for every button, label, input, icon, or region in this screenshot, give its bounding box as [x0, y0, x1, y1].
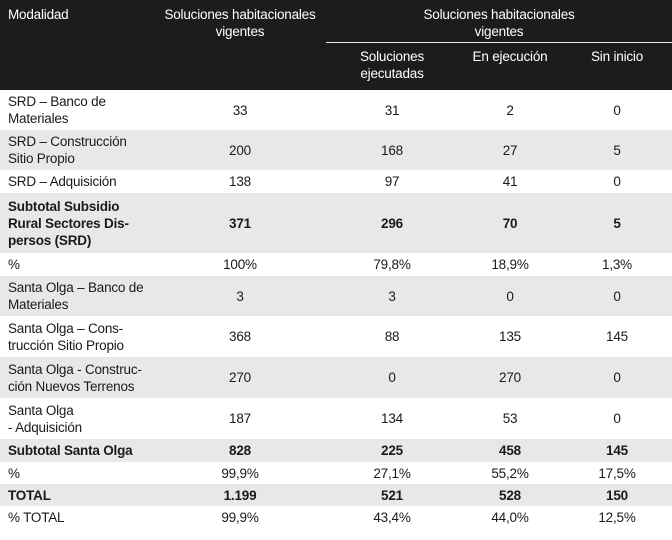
cell-en-ejecucion: 458: [458, 439, 562, 462]
cell-sin-inicio: 0: [613, 411, 621, 426]
table-row-total: [0, 484, 672, 506]
row-label: Subtotal Santa Olga: [0, 439, 154, 462]
table-row-subtotal: [0, 193, 672, 253]
row-label: SRD – Adquisición: [8, 174, 117, 189]
cell-sin-inicio: 145: [562, 439, 672, 462]
cell-sin-inicio: 17,5%: [598, 465, 636, 481]
row-label: TOTAL: [0, 484, 154, 506]
cell-sin-inicio: 145: [606, 329, 628, 344]
cell-en-ejecucion: 528: [458, 484, 562, 506]
row-label: % TOTAL: [8, 509, 65, 525]
cell-en-ejecucion: 18,9%: [491, 257, 529, 272]
cell-vigentes: 1.199: [154, 484, 326, 506]
cell-en-ejecucion: 55,2%: [491, 465, 529, 481]
cell-vigentes: 99,9%: [221, 465, 259, 481]
row-label: SRD – Banco de Materiales: [8, 94, 106, 126]
cell-ejecutadas: 168: [326, 130, 458, 170]
table-row-percent: [0, 253, 672, 276]
cell-sin-inicio: 0: [613, 174, 621, 189]
cell-en-ejecucion: 270: [458, 357, 562, 398]
table-row: [0, 316, 672, 357]
cell-sin-inicio: 150: [562, 484, 672, 506]
header-ejecutadas: Soluciones ejecutadas: [326, 43, 458, 90]
cell-ejecutadas: 296: [326, 193, 458, 253]
row-label: %: [8, 465, 20, 481]
row-label: SRD – Construcción Sitio Propio: [0, 130, 154, 170]
cell-ejecutadas: 97: [384, 174, 400, 189]
cell-vigentes: 3: [154, 276, 326, 316]
cell-sin-inicio: 0: [562, 276, 672, 316]
table-row: [0, 357, 672, 398]
header-en-ejecucion: En ejecución: [458, 43, 562, 90]
cell-en-ejecucion: 135: [499, 329, 521, 344]
header-vigentes: Soluciones habitacionales vigentes: [154, 0, 326, 90]
cell-ejecutadas: 0: [326, 357, 458, 398]
cell-ejecutadas: 31: [384, 102, 400, 118]
cell-ejecutadas: 134: [381, 411, 403, 426]
header-group-vigentes: Soluciones habitacionales vigentes: [326, 0, 672, 43]
table-row-subtotal: [0, 439, 672, 462]
cell-vigentes: 828: [154, 439, 326, 462]
cell-ejecutadas: 43,4%: [373, 509, 411, 525]
cell-en-ejecucion: 53: [502, 411, 518, 426]
cell-sin-inicio: 12,5%: [598, 509, 636, 525]
cell-vigentes: 200: [154, 130, 326, 170]
cell-en-ejecucion: 70: [458, 193, 562, 253]
cell-vigentes: 371: [154, 193, 326, 253]
cell-vigentes: 100%: [223, 257, 257, 272]
cell-sin-inicio: 0: [613, 102, 621, 118]
cell-sin-inicio: 1,3%: [602, 257, 632, 272]
table-row-percent: [0, 462, 672, 484]
cell-ejecutadas: 3: [326, 276, 458, 316]
cell-ejecutadas: 79,8%: [373, 257, 411, 272]
cell-ejecutadas: 521: [326, 484, 458, 506]
cell-en-ejecucion: 41: [502, 174, 518, 189]
cell-en-ejecucion: 0: [458, 276, 562, 316]
cell-vigentes: 187: [229, 411, 251, 426]
cell-sin-inicio: 5: [562, 130, 672, 170]
cell-ejecutadas: 225: [326, 439, 458, 462]
table-row: [0, 276, 672, 316]
table-row: [0, 130, 672, 170]
cell-ejecutadas: 27,1%: [373, 465, 411, 481]
cell-sin-inicio: 0: [562, 357, 672, 398]
table-row: [0, 398, 672, 439]
header-modalidad: Modalidad: [0, 0, 154, 90]
row-label: %: [8, 257, 20, 272]
row-label: Santa Olga - Construc- ción Nuevos Terrenos: [0, 357, 154, 398]
row-label: Santa Olga – Cons- trucción Sitio Propio: [8, 320, 124, 353]
cell-vigentes: 270: [154, 357, 326, 398]
row-label: Santa Olga – Banco de Materiales: [0, 276, 154, 316]
cell-vigentes: 368: [229, 329, 251, 344]
cell-en-ejecucion: 2: [506, 102, 514, 118]
table-row: [0, 170, 672, 193]
table-header: [0, 0, 672, 90]
table-row: [0, 90, 672, 130]
cell-vigentes: 99,9%: [221, 509, 259, 525]
cell-ejecutadas: 88: [384, 329, 400, 344]
cell-en-ejecucion: 44,0%: [491, 509, 529, 525]
row-label: Subtotal Subsidio Rural Sectores Dis- persos (SRD): [0, 193, 154, 253]
table-row-percent-total: [0, 506, 672, 528]
cell-vigentes: 33: [232, 102, 248, 118]
cell-vigentes: 138: [229, 174, 251, 189]
row-label: Santa Olga - Adquisición: [8, 402, 82, 435]
cell-en-ejecucion: 27: [458, 130, 562, 170]
cell-sin-inicio: 5: [562, 193, 672, 253]
header-sin-inicio: Sin inicio: [562, 43, 672, 90]
